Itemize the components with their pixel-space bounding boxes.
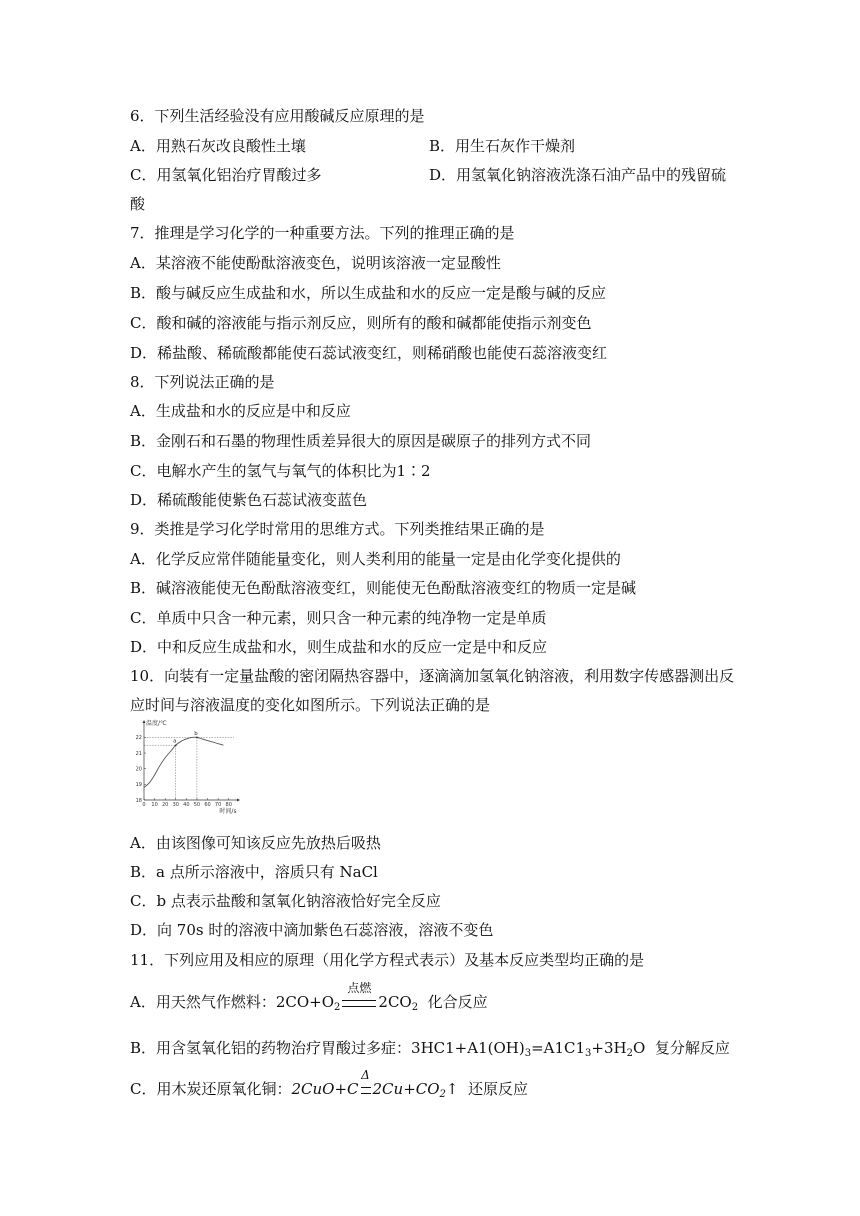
x-tick-label: 0: [142, 802, 146, 808]
y-tick-label: 18: [135, 797, 142, 804]
q9-option-b: B．碱溶液能使无色酚酞溶液变红，则能使无色酚酞溶液变红的物质一定是碱: [130, 579, 637, 597]
q8-option-d: D．稀硫酸能使紫色石蕊试液变蓝色: [130, 491, 368, 509]
chart-x-axis-label: 时间/s: [219, 808, 237, 814]
q11-option-c-type: 还原反应: [468, 1080, 529, 1098]
y-tick-label: 21: [135, 750, 142, 757]
q8-option-b: B．金刚石和石墨的物理性质差异很大的原因是碳原子的排列方式不同: [130, 432, 592, 450]
chart-grid: [144, 737, 234, 800]
q11-option-b: [130, 1038, 730, 1064]
chart-ticks: [136, 735, 232, 808]
x-tick-label: 10: [151, 802, 158, 808]
q9-option-d: D．中和反应生成盐和水，则生成盐和水的反应一定是中和反应: [130, 638, 548, 656]
chart-y-axis-label: 温度/℃: [146, 720, 167, 727]
q10-stem-line1: 10．向装有一定量盐酸的密闭隔热容器中，逐滴滴加氢氧化钠溶液，利用数字传感器测出反: [130, 667, 735, 685]
temperature-time-chart: [130, 718, 240, 814]
q11-option-b-prefix: B．用含氢氧化铝的药物治疗胃酸过多症：: [130, 1039, 412, 1057]
q7-option-b: B．酸与碱反应生成盐和水，所以生成盐和水的反应一定是酸与碱的反应: [130, 284, 607, 302]
q8-stem: 8．下列说法正确的是: [130, 373, 275, 391]
q6-option-d: D．用氢氧化钠溶液洗涤石油产品中的残留硫: [429, 166, 727, 184]
x-tick-label: 20: [161, 802, 169, 808]
q11-option-a-type: 化合反应: [427, 993, 488, 1011]
temperature-curve: [144, 737, 223, 787]
x-tick-label: 40: [183, 802, 190, 808]
q11-option-c-equation: 2CuO+C Δ $2Cu+CO_2$: [291, 1080, 445, 1098]
x-tick-label: 30: [172, 802, 179, 808]
q7-option-a: A．某溶液不能使酚酞溶液变色，说明该溶液一定显酸性: [130, 254, 501, 272]
q8-option-c: C．电解水产生的氢气与氧气的体积比为1∶2: [130, 462, 431, 480]
q11-option-a: [130, 981, 488, 1018]
q9-option-a: A．化学反应常伴随能量变化，则人类利用的能量一定是由化学变化提供的: [130, 550, 621, 568]
q10-option-d: D．向 70s 时的溶液中滴加紫色石蕊溶液，溶液不变色: [130, 921, 494, 939]
q6-stem: 6．下列生活经验没有应用酸碱反应原理的是: [130, 107, 425, 125]
chart-point-label-b: b: [194, 730, 198, 737]
x-tick-label: 50: [193, 802, 201, 808]
q11-option-a-condition: 点燃: [347, 981, 372, 995]
q6-option-a: A．用熟石灰改良酸性土壤: [130, 137, 306, 155]
x-tick-label: 80: [225, 802, 232, 808]
q11-option-b-type: 复分解反应: [654, 1039, 730, 1057]
q7-stem: 7．推理是学习化学的一种重要方法。下列的推理正确的是: [130, 224, 515, 242]
chart-axes: [143, 720, 241, 802]
q11-option-a-equation: $2CO+O_2$ 点燃 $2CO_2$: [276, 993, 418, 1011]
y-tick-label: 22: [135, 735, 142, 742]
x-tick-label: 70: [214, 802, 222, 808]
y-tick-label: 20: [135, 766, 142, 773]
chart-point-label-a: a: [173, 738, 177, 745]
q10-option-a: A．由该图像可知该反应先放热后吸热: [130, 834, 381, 852]
q9-option-c: C．单质中只含一种元素，则只含一种元素的纯净物一定是单质: [130, 609, 547, 627]
q8-option-a: A．生成盐和水的反应是中和反应: [130, 402, 351, 420]
q7-option-c: C．酸和碱的溶液能与指示剂反应，则所有的酸和碱都能使指示剂变色: [130, 314, 592, 332]
y-tick-label: 19: [135, 782, 142, 789]
q11-option-b-equation: $3HC1+A1(OH)_3=A1C1_3+3H_2O$: [411, 1039, 646, 1059]
x-tick-label: 60: [204, 802, 211, 808]
q6-option-c: C．用氢氧化铝治疗胃酸过多: [130, 166, 322, 184]
q9-stem: 9．类推是学习化学时常用的思维方式。下列类推结果正确的是: [130, 520, 545, 538]
q11-option-c-prefix: C．用木炭还原氧化铜：: [130, 1080, 292, 1098]
q11-option-c-condition: Δ: [361, 1068, 370, 1082]
x-axis-arrow: [237, 799, 240, 802]
q6-option-d-continued: 酸: [130, 195, 146, 213]
q10-stem-line2: 应时间与溶液温度的变化如图所示。下列说法正确的是: [130, 696, 491, 714]
q6-option-b: B．用生石灰作干燥剂: [429, 137, 576, 155]
q11-option-a-prefix: A．用天然气作燃料：: [130, 993, 276, 1011]
q11-option-c: C．用木炭还原氧化铜：2CuO+C Δ $2Cu+CO_2↑$ 还原反应: [130, 1079, 528, 1105]
q7-option-d: D．稀盐酸、稀硫酸都能使石蕊试液变红，则稀硝酸也能使石蕊溶液变红: [130, 344, 608, 362]
q11-stem: 11．下列应用及相应的原理（用化学方程式表示）及基本反应类型均正确的是: [130, 951, 645, 969]
q10-option-c: C．b 点表示盐酸和氢氧化钠溶液恰好完全反应: [130, 892, 441, 910]
q10-option-b: B．a 点所示溶液中，溶质只有 NaCl: [130, 863, 378, 881]
